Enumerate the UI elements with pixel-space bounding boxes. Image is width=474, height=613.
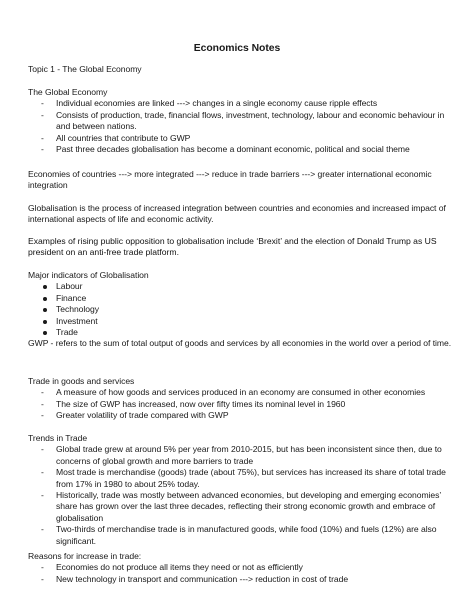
section-reasons [28,551,454,585]
trends-list [28,444,454,547]
definition-paragraph [28,203,454,226]
list-item: Investment [28,316,454,327]
list-item: - All countries that contribute to GWP [28,133,454,144]
list-item: - The size of GWP has increased, now over fifty times its nominal level in 1960 [28,399,454,410]
list-item: - Most trade is merchandise (goods) trade (about 75%), but services has increased its share of total trade from 17% in 1980 to about 25% today. [28,467,454,490]
list-item: Technology [28,304,454,315]
list-item: - Individual economies are linked ---> changes in a single economy cause ripple effects [28,98,454,109]
paragraph-text: Globalisation is the process of increased integration between countries and economies and increased impact of international aspects of life and economic activity. [28,203,446,225]
list-item: Trade [28,327,454,338]
list-item: - Greater volatility of trade compared with GWP [28,410,454,421]
list-item: Labour [28,281,454,292]
paragraph-text: Economies of countries ---> more integrated ---> reduce in trade barriers ---> greater international economic integration [28,169,432,191]
reasons-list [28,562,454,585]
paragraph-text: Examples of rising public opposition to globalisation include ‘Brexit’ and the election of Donald Trump as US president on an anti-free trade platform. [28,236,437,258]
global-economy-heading: The Global Economy [28,87,108,97]
list-item: Finance [28,293,454,304]
gwp-definition: GWP - refers to the sum of total output of goods and services by all economies in the world over a period of time. [28,338,452,349]
examples-paragraph [28,236,454,259]
major-indicators-list [28,281,454,338]
document-title: Economics Notes [193,43,281,54]
section-global-economy [28,87,454,155]
major-indicators-heading: Major indicators of Globalisation [28,270,149,280]
topic-heading: Topic 1 - The Global Economy [28,64,142,74]
reasons-heading: Reasons for increase in trade: [28,551,142,561]
list-item: - Historically, trade was mostly between advanced economies, but developing and emerging economies’ share has grown over the last three decades, reflecting their strong economic growth and embrace of globalisation [28,490,454,524]
topic-line [28,64,454,75]
trade-goods-list [28,387,454,421]
list-item: - Global trade grew at around 5% per year from 2010-2015, but has been inconsistent since then, due to concerns of global growth and more barriers to trade [28,444,454,467]
list-item: - Past three decades globalisation has become a dominant economic, political and social theme [28,144,454,155]
trends-heading: Trends in Trade [28,433,88,443]
list-item: - New technology in transport and communication ---> reduction in cost of trade [28,574,454,585]
trade-goods-heading: Trade in goods and services [28,376,135,386]
integration-paragraph [28,169,454,192]
list-item: - A measure of how goods and services produced in an economy are consumed in other economies [28,387,454,398]
section-trade-goods [28,376,454,422]
list-item: - Consists of production, trade, financial flows, investment, technology, labour and economic behaviour in and between nations. [28,110,454,133]
list-item: - Economies do not produce all items they need or not as efficiently [28,562,454,573]
section-major-indicators [28,270,454,350]
list-item: - Two-thirds of merchandise trade is in manufactured goods, while food (10%) and fuels (12%) are also significant. [28,524,454,547]
global-economy-list [28,98,454,155]
section-trends [28,433,454,547]
